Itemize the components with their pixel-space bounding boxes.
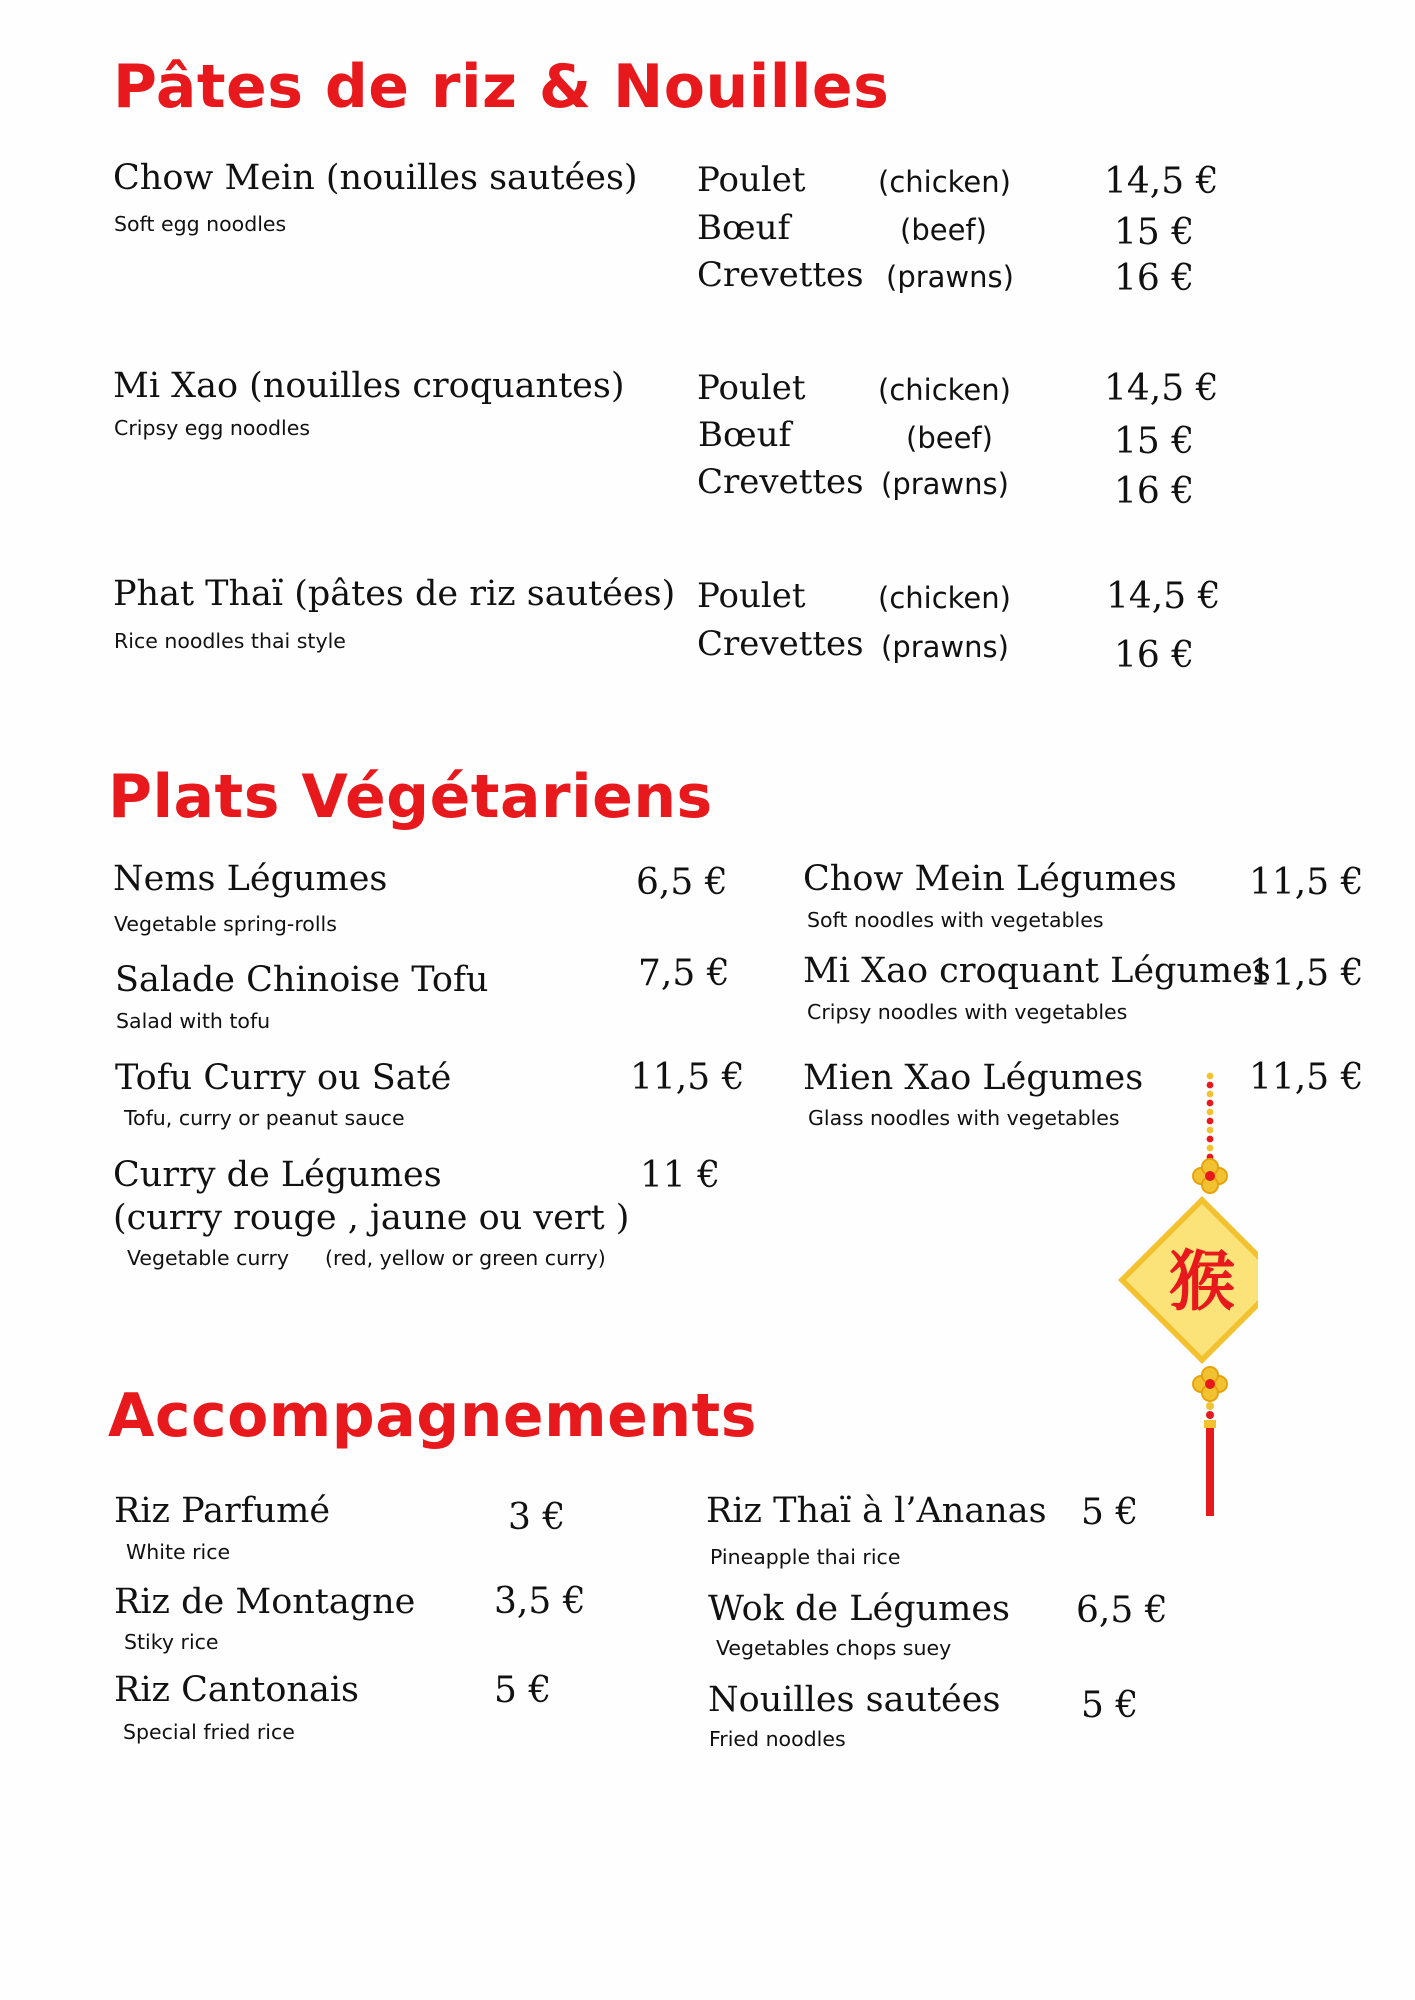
item-name: Chow Mein Légumes (803, 859, 1177, 899)
item-name: Riz Parfumé (114, 1491, 331, 1531)
item-desc-detail: (red, yellow or green curry) (325, 1246, 606, 1270)
item-price: 11,5 € (1249, 1057, 1364, 1098)
item-price: 3 € (508, 1497, 566, 1538)
item-name: Curry de Légumes (113, 1155, 442, 1195)
knot-icon (1193, 1367, 1227, 1401)
item-desc: Soft noodles with vegetables (807, 908, 1104, 932)
section-title-noodles: Pâtes de riz & Nouilles (113, 52, 890, 122)
item-price: 6,5 € (1076, 1590, 1168, 1631)
option-label: Poulet (697, 368, 806, 408)
option-label: Crevettes (697, 624, 864, 664)
item-price: 11,5 € (1249, 953, 1364, 994)
item-desc: Rice noodles thai style (114, 629, 346, 653)
option-price: 16 € (1114, 258, 1195, 299)
item-name: Chow Mein (nouilles sautées) (113, 158, 638, 198)
item-name: Riz de Montagne (114, 1582, 416, 1622)
item-price: 5 € (494, 1670, 552, 1711)
item-desc: Salad with tofu (116, 1009, 271, 1033)
item-name: Salade Chinoise Tofu (115, 960, 489, 1000)
option-english: (beef) (906, 421, 993, 455)
item-desc: Soft egg noodles (114, 212, 287, 236)
item-desc: Cripsy egg noodles (114, 416, 311, 440)
option-label: Bœuf (697, 208, 791, 248)
item-price: 3,5 € (494, 1581, 586, 1622)
item-name: Mi Xao croquant Légumes (803, 951, 1271, 991)
item-name: Phat Thaï (pâtes de riz sautées) (113, 574, 676, 614)
item-name: Mi Xao (nouilles croquantes) (113, 366, 625, 406)
option-price: 14,5 € (1104, 161, 1219, 202)
item-name: Nouilles sautées (708, 1680, 1001, 1720)
item-name: Mien Xao Légumes (803, 1058, 1144, 1098)
option-price: 16 € (1114, 471, 1195, 512)
item-desc: Vegetable curry (127, 1246, 289, 1270)
tassel-icon (1204, 1402, 1216, 1516)
option-english: (chicken) (878, 165, 1011, 199)
item-price: 11,5 € (630, 1057, 745, 1098)
item-price: 7,5 € (638, 953, 730, 994)
option-price: 14,5 € (1106, 576, 1221, 617)
option-english: (beef) (900, 213, 987, 247)
option-label: Poulet (697, 160, 806, 200)
option-english: (chicken) (878, 373, 1011, 407)
option-price: 15 € (1114, 421, 1195, 462)
item-price: 5 € (1081, 1492, 1139, 1533)
bead-string-icon (1207, 1073, 1214, 1170)
item-desc: White rice (126, 1540, 231, 1564)
section-title-vegetarian: Plats Végétariens (108, 762, 713, 832)
item-desc: Tofu, curry or peanut sauce (124, 1106, 405, 1130)
option-price: 14,5 € (1104, 368, 1219, 409)
item-desc: Vegetables chops suey (716, 1636, 952, 1660)
item-desc: Pineapple thai rice (710, 1545, 901, 1569)
item-desc: Glass noodles with vegetables (808, 1106, 1120, 1130)
item-price: 11,5 € (1249, 862, 1364, 903)
option-price: 16 € (1114, 635, 1195, 676)
item-price: 11 € (640, 1155, 721, 1196)
item-desc: Fried noodles (709, 1727, 846, 1751)
section-title-sides: Accompagnements (108, 1381, 757, 1451)
diamond-emblem-icon (1118, 1196, 1258, 1364)
item-desc: Stiky rice (124, 1630, 219, 1654)
option-label: Bœuf (698, 415, 792, 455)
item-desc: Cripsy noodles with vegetables (807, 1000, 1128, 1024)
option-english: (chicken) (878, 581, 1011, 615)
item-price: 5 € (1081, 1685, 1139, 1726)
option-price: 15 € (1114, 212, 1195, 253)
knot-icon (1193, 1159, 1227, 1193)
option-english: (prawns) (886, 260, 1014, 294)
option-label: Crevettes (697, 255, 864, 295)
item-name: Wok de Légumes (708, 1589, 1011, 1629)
option-label: Crevettes (697, 462, 864, 502)
item-price: 6,5 € (636, 862, 728, 903)
option-label: Poulet (697, 576, 806, 616)
option-english: (prawns) (881, 467, 1009, 501)
item-desc: Special fried rice (123, 1720, 295, 1744)
item-name: Riz Thaï à l’Ananas (706, 1491, 1047, 1531)
item-name: Nems Légumes (113, 859, 388, 899)
item-name-line2: (curry rouge , jaune ou vert ) (113, 1198, 630, 1238)
monkey-character-icon: 猴 (1169, 1243, 1235, 1320)
chinese-knot-ornament (1118, 1068, 1258, 1518)
item-name: Riz Cantonais (114, 1670, 359, 1710)
option-english: (prawns) (881, 630, 1009, 664)
item-desc: Vegetable spring-rolls (114, 912, 337, 936)
item-name: Tofu Curry ou Saté (115, 1058, 452, 1098)
